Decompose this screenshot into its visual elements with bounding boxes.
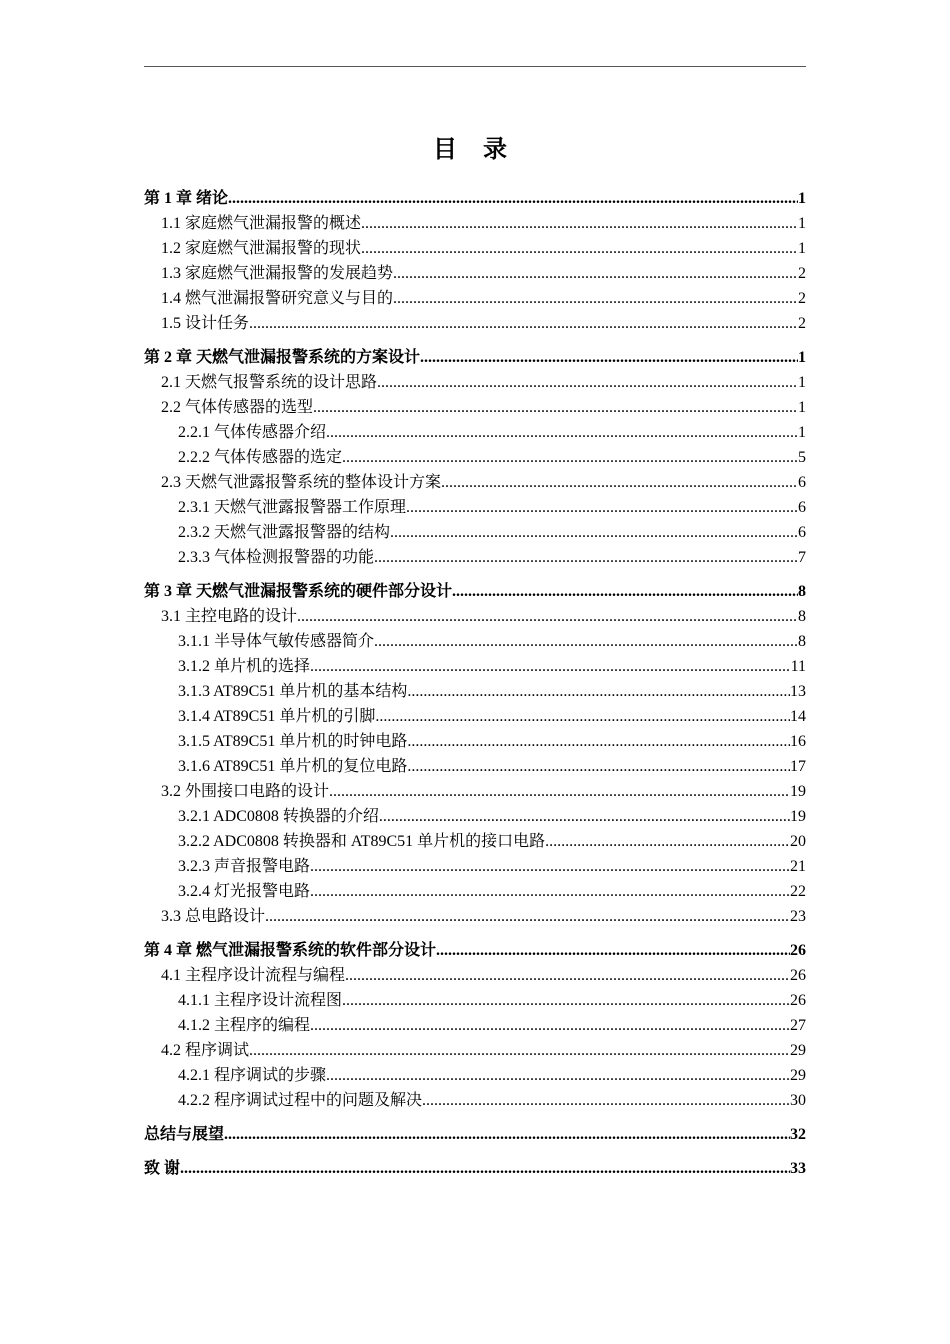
- toc-entry-page-number: 2: [798, 315, 806, 332]
- toc-entry-page-number: 1: [798, 424, 806, 441]
- dot-leader: [228, 189, 798, 209]
- toc-entry-page-number: 8: [798, 608, 806, 625]
- toc-entry-level-3[interactable]: [144, 877, 806, 902]
- toc-entry-page-number: 1: [798, 240, 806, 257]
- toc-entry-label: 第 3 章 天燃气泄漏报警系统的硬件部分设计: [144, 583, 453, 600]
- toc-entry-label: 3.1.5 AT89C51 单片机的时钟电路: [178, 733, 408, 750]
- dot-leader: [545, 832, 790, 852]
- dot-leader: [393, 264, 798, 284]
- toc-entry-page-number: 8: [798, 583, 806, 600]
- toc-entry-level-3[interactable]: [144, 1011, 806, 1036]
- toc-entry-label: 2.1 天燃气报警系统的设计思路: [161, 374, 378, 391]
- toc-entry-level-2[interactable]: [144, 1036, 806, 1061]
- dot-leader: [420, 348, 798, 368]
- dot-leader: [407, 732, 790, 752]
- toc-entry-label: 2.3.1 天燃气泄露报警器工作原理: [178, 499, 407, 516]
- toc-entry-page-number: 19: [790, 808, 806, 825]
- dot-leader: [329, 782, 790, 802]
- toc-entry-label: 3.1.6 AT89C51 单片机的复位电路: [178, 758, 408, 775]
- toc-entry-level-2[interactable]: [144, 602, 806, 627]
- toc-entry-page-number: 26: [790, 992, 806, 1009]
- toc-entry-level-1[interactable]: [144, 344, 806, 368]
- dot-leader: [310, 857, 790, 877]
- toc-entry-label: 1.4 燃气泄漏报警研究意义与目的: [161, 290, 394, 307]
- toc-entry-level-2[interactable]: [144, 234, 806, 259]
- toc-entry-page-number: 6: [798, 499, 806, 516]
- toc-entry-label: 3.1 主控电路的设计: [161, 608, 298, 625]
- toc-entry-page-number: 1: [798, 374, 806, 391]
- toc-entry-page-number: 2: [798, 265, 806, 282]
- toc-entry-label: 2.2 气体传感器的选型: [161, 399, 314, 416]
- dot-leader: [345, 966, 790, 986]
- dot-leader: [297, 607, 798, 627]
- toc-entry-level-3[interactable]: [144, 443, 806, 468]
- table-of-contents: [144, 185, 806, 1179]
- toc-entry-page-number: 29: [790, 1067, 806, 1084]
- dot-leader: [224, 1125, 790, 1145]
- toc-entry-page-number: 20: [790, 833, 806, 850]
- toc-entry-page-number: 22: [790, 883, 806, 900]
- dot-leader: [342, 991, 790, 1011]
- toc-entry-page-number: 1: [798, 215, 806, 232]
- toc-entry-page-number: 1: [798, 399, 806, 416]
- toc-entry-label: 第 2 章 天燃气泄漏报警系统的方案设计: [144, 349, 421, 366]
- toc-entry-level-3[interactable]: [144, 418, 806, 443]
- toc-entry-label: 3.1.4 AT89C51 单片机的引脚: [178, 708, 376, 725]
- toc-entry-level-1[interactable]: [144, 578, 806, 602]
- toc-entry-level-1[interactable]: [144, 1155, 806, 1179]
- dot-leader: [180, 1159, 790, 1179]
- toc-entry-label: 4.1.1 主程序设计流程图: [178, 992, 343, 1009]
- toc-entry-level-1[interactable]: [144, 1121, 806, 1145]
- toc-entry-page-number: 6: [798, 524, 806, 541]
- dot-leader: [406, 498, 798, 518]
- toc-entry-label: 2.3 天燃气泄露报警系统的整体设计方案: [161, 474, 442, 491]
- toc-entry-level-3[interactable]: [144, 727, 806, 752]
- toc-entry-label: 1.2 家庭燃气泄漏报警的现状: [161, 240, 362, 257]
- toc-entry-page-number: 21: [790, 858, 806, 875]
- toc-entry-page-number: 26: [790, 942, 806, 959]
- dot-leader: [249, 314, 798, 334]
- dot-leader: [422, 1091, 790, 1111]
- dot-leader: [374, 548, 798, 568]
- toc-entry-label: 总结与展望: [144, 1126, 225, 1143]
- toc-entry-level-3[interactable]: [144, 543, 806, 568]
- toc-entry-level-2[interactable]: [144, 309, 806, 334]
- toc-entry-label: 致 谢: [144, 1160, 181, 1177]
- toc-title: 目 录: [433, 137, 517, 163]
- dot-leader: [326, 1066, 790, 1086]
- dot-leader: [393, 289, 798, 309]
- toc-entry-label: 3.2.3 声音报警电路: [178, 858, 311, 875]
- toc-entry-label: 3.2 外围接口电路的设计: [161, 783, 330, 800]
- dot-leader: [441, 473, 798, 493]
- dot-leader: [375, 707, 790, 727]
- toc-entry-page-number: 33: [790, 1160, 806, 1177]
- toc-entry-level-3[interactable]: [144, 1086, 806, 1111]
- toc-entry-page-number: 32: [790, 1126, 806, 1143]
- dot-leader: [361, 214, 798, 234]
- toc-entry-page-number: 14: [790, 708, 806, 725]
- toc-entry-level-2[interactable]: [144, 777, 806, 802]
- dot-leader: [342, 448, 798, 468]
- dot-leader: [361, 239, 798, 259]
- dot-leader: [407, 757, 790, 777]
- toc-entry-label: 1.1 家庭燃气泄漏报警的概述: [161, 215, 362, 232]
- dot-leader: [374, 632, 798, 652]
- dot-leader: [310, 657, 791, 677]
- toc-entry-page-number: 29: [790, 1042, 806, 1059]
- toc-entry-level-2[interactable]: [144, 961, 806, 986]
- toc-entry-label: 3.3 总电路设计: [161, 908, 266, 925]
- toc-entry-label: 4.2.1 程序调试的步骤: [178, 1067, 327, 1084]
- toc-entry-level-3[interactable]: [144, 802, 806, 827]
- dot-leader: [310, 1016, 790, 1036]
- toc-entry-label: 第 4 章 燃气泄漏报警系统的软件部分设计: [144, 942, 437, 959]
- dot-leader: [249, 1041, 790, 1061]
- dot-leader: [310, 882, 790, 902]
- toc-entry-level-2[interactable]: [144, 393, 806, 418]
- dot-leader: [265, 907, 790, 927]
- toc-entry-level-1[interactable]: [144, 185, 806, 209]
- toc-entry-level-3[interactable]: [144, 702, 806, 727]
- toc-entry-page-number: 1: [798, 349, 806, 366]
- toc-entry-level-2[interactable]: [144, 468, 806, 493]
- toc-entry-label: 4.2.2 程序调试过程中的问题及解决: [178, 1092, 423, 1109]
- toc-entry-label: 2.2.2 气体传感器的选定: [178, 449, 343, 466]
- toc-entry-page-number: 6: [798, 474, 806, 491]
- dot-leader: [313, 398, 798, 418]
- toc-entry-level-3[interactable]: [144, 677, 806, 702]
- toc-entry-level-1[interactable]: [144, 937, 806, 961]
- dot-leader: [326, 423, 798, 443]
- toc-entry-page-number: 23: [790, 908, 806, 925]
- toc-entry-label: 1.5 设计任务: [161, 315, 250, 332]
- header-rule: [144, 66, 806, 67]
- toc-entry-label: 3.1.1 半导体气敏传感器简介: [178, 633, 375, 650]
- toc-entry-label: 1.3 家庭燃气泄漏报警的发展趋势: [161, 265, 394, 282]
- toc-entry-level-2[interactable]: [144, 368, 806, 393]
- toc-entry-label: 3.1.2 单片机的选择: [178, 658, 311, 675]
- toc-entry-page-number: 27: [790, 1017, 806, 1034]
- dot-leader: [436, 941, 790, 961]
- dot-leader: [407, 682, 790, 702]
- toc-entry-page-number: 13: [790, 683, 806, 700]
- toc-entry-page-number: 8: [798, 633, 806, 650]
- toc-entry-label: 第 1 章 绪论: [144, 190, 229, 207]
- toc-entry-level-3[interactable]: [144, 652, 806, 677]
- toc-entry-page-number: 16: [790, 733, 806, 750]
- toc-entry-label: 2.3.3 气体检测报警器的功能: [178, 549, 375, 566]
- toc-entry-level-2[interactable]: [144, 259, 806, 284]
- toc-entry-level-3[interactable]: [144, 1061, 806, 1086]
- toc-entry-label: 3.2.4 灯光报警电路: [178, 883, 311, 900]
- toc-entry-page-number: 26: [790, 967, 806, 984]
- dot-leader: [377, 373, 798, 393]
- toc-entry-page-number: 7: [798, 549, 806, 566]
- toc-entry-page-number: 1: [798, 190, 806, 207]
- toc-entry-level-3[interactable]: [144, 852, 806, 877]
- toc-entry-level-3[interactable]: [144, 986, 806, 1011]
- dot-leader: [452, 582, 798, 602]
- toc-entry-level-3[interactable]: [144, 752, 806, 777]
- toc-entry-page-number: 11: [790, 658, 806, 675]
- toc-entry-level-3[interactable]: [144, 827, 806, 852]
- dot-leader: [390, 523, 798, 543]
- toc-entry-level-3[interactable]: [144, 518, 806, 543]
- toc-entry-label: 2.3.2 天燃气泄露报警器的结构: [178, 524, 391, 541]
- toc-entry-page-number: 2: [798, 290, 806, 307]
- toc-entry-label: 3.1.3 AT89C51 单片机的基本结构: [178, 683, 408, 700]
- dot-leader: [379, 807, 790, 827]
- toc-entry-label: 4.1 主程序设计流程与编程: [161, 967, 346, 984]
- toc-entry-level-2[interactable]: [144, 902, 806, 927]
- toc-entry-level-2[interactable]: [144, 209, 806, 234]
- toc-entry-label: 4.1.2 主程序的编程: [178, 1017, 311, 1034]
- toc-entry-page-number: 17: [790, 758, 806, 775]
- toc-entry-page-number: 5: [798, 449, 806, 466]
- toc-entry-level-3[interactable]: [144, 627, 806, 652]
- toc-entry-level-2[interactable]: [144, 284, 806, 309]
- toc-entry-label: 3.2.2 ADC0808 转换器和 AT89C51 单片机的接口电路: [178, 833, 546, 850]
- toc-entry-level-3[interactable]: [144, 493, 806, 518]
- toc-entry-label: 4.2 程序调试: [161, 1042, 250, 1059]
- toc-entry-label: 2.2.1 气体传感器介绍: [178, 424, 327, 441]
- toc-entry-page-number: 19: [790, 783, 806, 800]
- toc-entry-label: 3.2.1 ADC0808 转换器的介绍: [178, 808, 379, 825]
- toc-entry-page-number: 30: [790, 1092, 806, 1109]
